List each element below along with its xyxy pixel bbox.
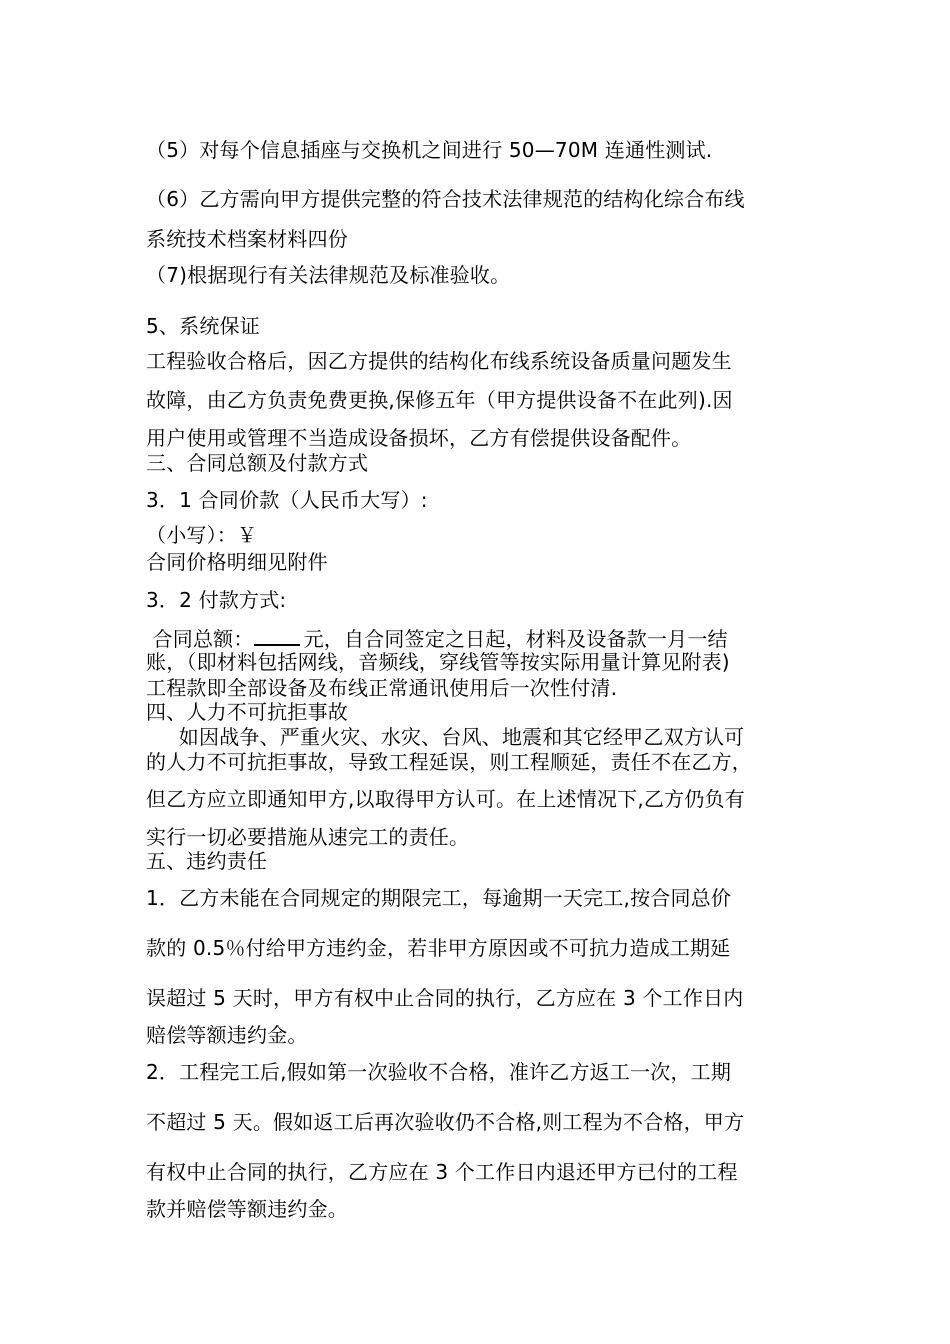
breach-item2-line2: 不超过 5 天。假如返工后再次验收仍不合格,则工程为不合格，甲方 [146, 1110, 745, 1134]
payment-terms-line2: 账，（即材料包括网线，音频线，穿线管等按实际用量计算见附表) [146, 650, 730, 674]
payment-terms-line1 [146, 624, 728, 652]
breach-item2-line4: 款并赔偿等额违约金。 [146, 1197, 348, 1221]
contract-price-lowercase: （小写）：￥ [146, 523, 258, 547]
breach-item1-line3: 误超过 5 天时，甲方有权中止合同的执行，乙方应在 3 个工作日内 [146, 986, 744, 1010]
contract-price-detail: 合同价格明细见附件 [146, 550, 328, 574]
total-amount-blank [254, 624, 300, 646]
item-6-text-line2: 系统技术档案材料四份 [146, 227, 348, 251]
force-majeure-line4: 实行一切必要措施从速完工的责任。 [146, 825, 470, 849]
guarantee-paragraph-line2: 故障，由乙方负责免费更换,保修五年（甲方提供设备不在此列).因 [146, 388, 733, 412]
payment-method-heading: 3．2 付款方式: [146, 588, 287, 612]
breach-item1-line1: 1．乙方未能在合同规定的期限完工，每逾期一天完工,按合同总价 [146, 886, 732, 910]
breach-item2-line3: 有权中止合同的执行，乙方应在 3 个工作日内退还甲方已付的工程 [146, 1160, 738, 1184]
payment-terms-line3: 工程款即全部设备及布线正常通讯使用后一次性付清. [146, 676, 618, 700]
item-7-text: （7)根据现行有关法律规范及标准验收。 [146, 263, 511, 287]
guarantee-paragraph-line3: 用户使用或管理不当造成设备损坏，乙方有偿提供设备配件。 [146, 426, 692, 450]
item-6-text-line1: （6）乙方需向甲方提供完整的符合技术法律规范的结构化综合布线 [146, 187, 745, 211]
section-heading-force-majeure: 四、人力不可抗拒事故 [146, 700, 348, 724]
payment-terms-text: 元，自合同签定之日起，材料及设备款一月一结 [303, 627, 728, 651]
force-majeure-line1: 如因战争、严重火灾、水灾、台风、地震和其它经甲乙双方认可 [146, 725, 745, 749]
total-amount-label: 合同总额： [146, 627, 254, 651]
contract-price-uppercase: 3．1 合同价款（人民币大写）: [146, 488, 428, 512]
section-heading-contract-amount: 三、合同总额及付款方式 [146, 451, 369, 475]
breach-item2-line1: 2．工程完工后,假如第一次验收不合格，准许乙方返工一次，工期 [146, 1060, 732, 1084]
item-5-text: （5）对每个信息插座与交换机之间进行 50—70M 连通性测试. [146, 138, 713, 162]
section-heading-breach: 五、违约责任 [146, 849, 268, 873]
breach-item1-line2: 款的 0.5％付给甲方违约金，若非甲方原因或不可抗力造成工期延 [146, 936, 731, 960]
section-heading-system-guarantee: 5、系统保证 [146, 314, 260, 338]
breach-item1-line4: 赔偿等额违约金。 [146, 1023, 308, 1047]
force-majeure-line2: 的人力不可抗拒事故，导致工程延误，则工程顺延，责任不在乙方， [146, 750, 752, 774]
guarantee-paragraph-line1: 工程验收合格后，因乙方提供的结构化布线系统设备质量问题发生 [146, 349, 732, 373]
force-majeure-line3: 但乙方应立即通知甲方,以取得甲方认可。在上述情况下,乙方仍负有 [146, 787, 745, 811]
